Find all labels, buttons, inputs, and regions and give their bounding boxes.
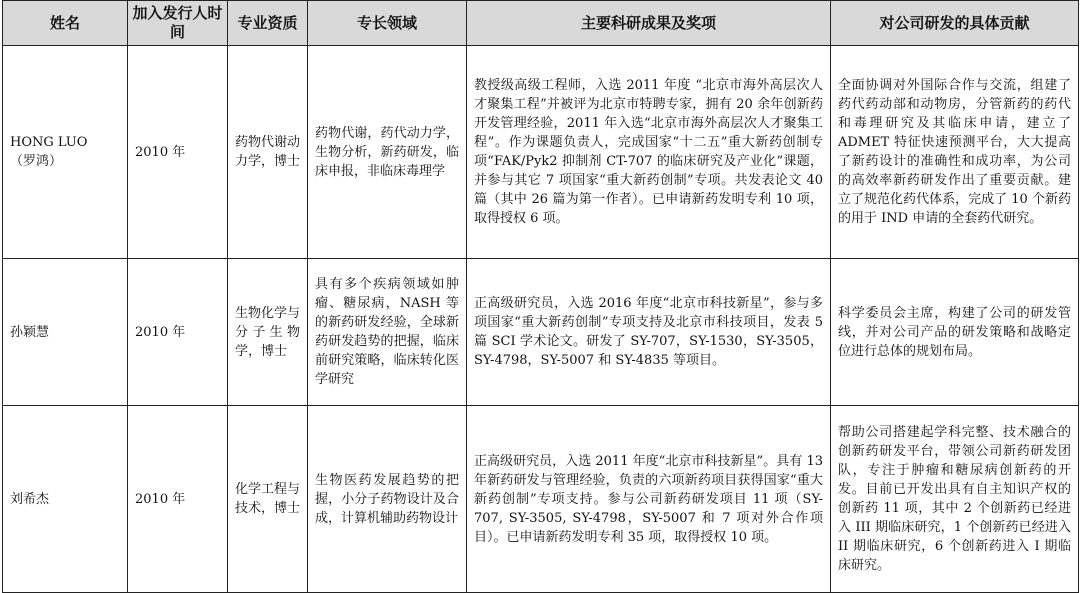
header-name: 姓名 (3, 1, 128, 46)
table-row (3, 46, 1079, 259)
rd-staff-table (2, 0, 1079, 593)
expertise-text: 生物医药发展趋势的把握，小分子药物设计及合成，计算机辅助药物设计 (315, 472, 459, 526)
cell-join-year: 2010 年 (128, 406, 228, 593)
achievements-text: 正高级研究员，入选 2011 年度“北京市科技新星”。具有 13 年新药研发与管理经验，负责的六项新药项目获得国家“重大新药创制”专项支持。参与公司新药研发项目 11 项（SY-707, SY-3505, SY-4798，SY-5007 和 7 项对外合作项目）。已申请新药发明专利 35 项，取得授权 10 项。 (474, 453, 823, 545)
header-join-time: 加入发行人时间 (128, 1, 228, 46)
header-expertise: 专长领域 (308, 1, 467, 46)
cell-expertise (308, 259, 467, 406)
person-name-cn: （罗鸿） (10, 154, 63, 169)
person-name: 孙颖慧 (10, 324, 50, 340)
cell-expertise (308, 46, 467, 259)
contribution-text: 科学委员会主席，构建了公司的研发管线，并对公司产品的研发策略和战略定位进行总体的规划布局。 (838, 305, 1071, 359)
cell-contribution (831, 406, 1079, 593)
achievements-text: 正高级研究员，入选 2016 年度“北京市科技新星”，参与多项国家“重大新药创制”专项支持及北京市科技项目，发表 5 篇 SCI 学术论文。研发了 SY-707，SY-1530，SY-3505，SY-4798，SY-5007 和 SY-4835 等项目。 (474, 296, 823, 368)
cell-qualification (228, 46, 308, 259)
cell-achievements (467, 46, 831, 259)
cell-contribution (831, 46, 1079, 259)
header-qualification: 专业资质 (228, 1, 308, 46)
cell-achievements (467, 406, 831, 593)
table-header-row (3, 1, 1079, 46)
person-name: 刘希杰 (10, 491, 50, 507)
person-name: HONG LUO (10, 135, 88, 150)
contribution-text: 全面协调对外国际合作与交流，组建了药代药动部和动物房，分管新药的药代和毒理研究及其临床申请，建立了 ADMET 特征快速预测平台，大大提高了新药设计的准确性和成功率，为公司的高效率新药研发作出了重要贡献。建立了规范化药代体系，完成了 10 个新药的用于 IND 申请的全套药代研究。 (838, 78, 1071, 226)
qualification-text: 化学工程与技术，博士 (235, 482, 301, 516)
cell-join-year: 2010 年 (128, 46, 228, 259)
cell-join-year: 2010 年 (128, 259, 228, 406)
header-contribution: 对公司研发的具体贡献 (831, 1, 1079, 46)
table-row (3, 259, 1079, 406)
cell-name (3, 406, 128, 593)
qualification-text: 药物代谢动力学，博士 (235, 135, 301, 169)
cell-achievements (467, 259, 831, 406)
achievements-text: 教授级高级工程师，入选 2011 年度 “北京市海外高层次人才聚集工程”并被评为北京市特聘专家，拥有 20 余年创新药开发管理经验，2011 年入选“北京市海外高层次人才聚集工程”。作为课题负责人，完成国家“十二五”重大新药创制专项“FAK/Pyk2 抑制剂 CT-707 的临床研究及产业化”课题，并参与其它 7 项国家“重大新药创制”专项。共发表论文 40 篇（其中 26 篇为第一作者）。已申请新药发明专利 10 项，取得授权 6 项。 (474, 78, 823, 226)
header-achievements: 主要科研成果及奖项 (467, 1, 831, 46)
table-row (3, 406, 1079, 593)
cell-name (3, 46, 128, 259)
cell-contribution (831, 259, 1079, 406)
qualification-text: 生物化学与分子生物学，博士 (235, 305, 301, 359)
cell-qualification (228, 406, 308, 593)
cell-expertise (308, 406, 467, 593)
expertise-text: 具有多个疾病领域如肿瘤、糖尿病，NASH 等的新药研发经验，全球新药研发趋势的把握，临床前研究策略，临床转化医学研究 (315, 277, 459, 387)
expertise-text: 药物代谢，药代动力学，生物分析，新药研发，临床申报，非临床毒理学 (315, 125, 459, 179)
contribution-text: 帮助公司搭建起学科完整、技术融合的创新药研发平台，带领公司新药研发团队，专注于肿瘤和糖尿病创新药的开发。目前已开发出具有自主知识产权的创新药 11 项，其中 2 个创新药已经进入 III 期临床研究，1 个创新药已经进入 II 期临床研究，6 个创新药进入 I 期临床研究。 (838, 425, 1071, 573)
cell-qualification (228, 259, 308, 406)
cell-name (3, 259, 128, 406)
